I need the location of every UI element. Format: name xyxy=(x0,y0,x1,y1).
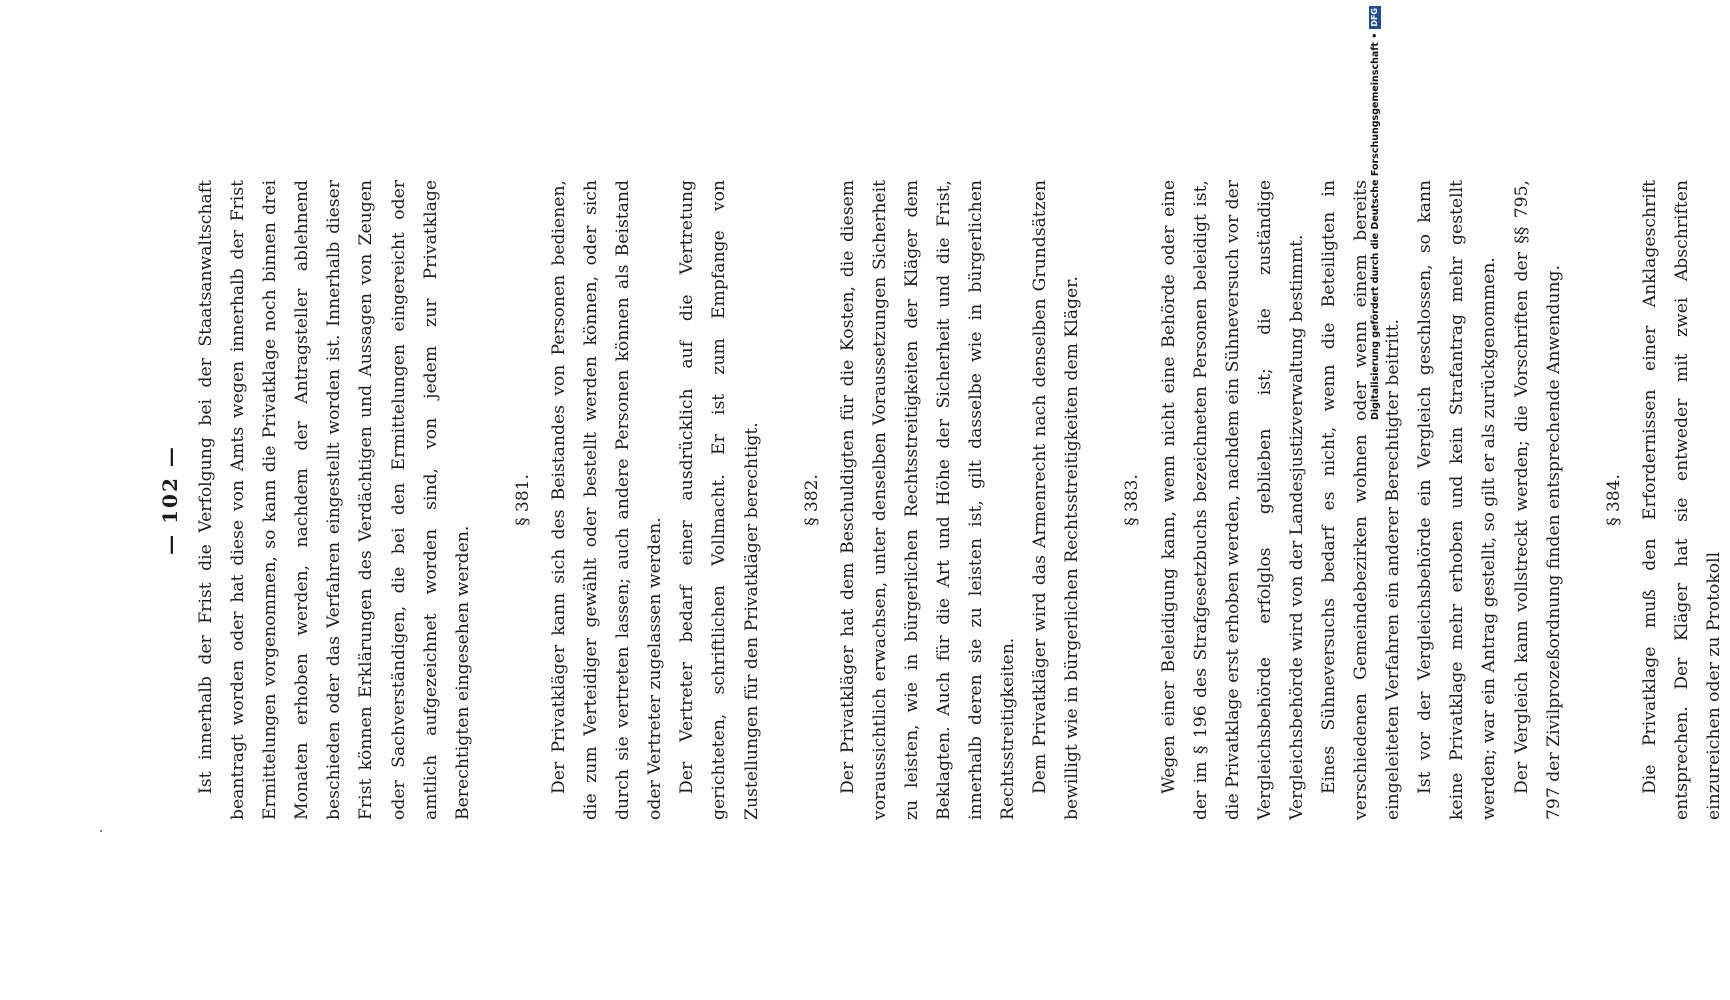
paragraph-382-2: Dem Privatkläger wird das Armenrecht nach denselben Grundsätzen bewilligt wie in bürgerlichen Rechtsstreitigkeiten dem Kläger. xyxy=(1030,180,1083,820)
section-heading-383: § 383. xyxy=(1122,474,1143,526)
paragraph-382-1: Der Privatkläger hat dem Beschuldigten für die Kosten, die diesem voraussichtlich erwachsen, unter denselben Voraussetzungen Sicherheit zu leisten, wie in bürgerlichen Rechtsstreitigkeiten der Kläger dem Beklagten. Auch für die Art und Höhe der Sicherheit und die Frist, innerhalb deren sie zu leisten ist, gilt dasselbe wie in bürgerlichen Rechtsstreitigkeiten. xyxy=(837,180,1019,820)
paragraph-381-2: Der Vertreter bedarf einer ausdrücklich auf die Vertretung gerichteten, schriftlichen Vollmacht. Er ist zum Empfange von Zustellungen für den Privatkläger berechtigt. xyxy=(677,180,762,820)
page-number: — 102 — xyxy=(158,445,182,555)
dfg-credit-text: Digitalisierung gefördert durch die Deutsche Forschungsgemeinschaft • xyxy=(1369,32,1381,421)
paragraph-384-1: Die Privatklage muß den Erfordernissen einer Anklageschrift entsprechen. Der Kläger hat sie entweder mit zwei Abschriften einzureichen oder zu Protokoll xyxy=(1639,180,1725,820)
paragraph-381-1: Der Privatkläger kann sich des Beistandes von Personen bedienen, die zum Verteidiger gewählt oder bestellt werden können, oder sich durch sie vertreten lassen; auch andere Personen können als Beistand oder Vertreter zugelassen werden. xyxy=(548,180,666,820)
section-heading-384: § 384. xyxy=(1603,474,1624,526)
section-gap xyxy=(479,180,497,820)
section-heading-382: § 382. xyxy=(801,474,822,526)
paragraph-383-3: Ist vor der Vergleichsbehörde ein Vergleich geschlossen, so kann keine Privatklage mehr erhoben und kein Strafantrag mehr gestellt werden; war ein Antrag gestellt, so gilt er als zurückgenommen. xyxy=(1415,180,1500,820)
section-gap xyxy=(1088,180,1106,820)
dfg-credit-line xyxy=(1368,6,1382,421)
paragraph-383-1: Wegen einer Beleidigung kann, wenn nicht eine Behörde oder eine der im § 196 des Strafgesetzbuchs bezeichneten Personen beleidigt ist, die Privatklage erst erhoben werden, nachdem ein Sühneversuch vor der Vergleichsbehörde erfolglos geblieben ist; die zuständige Vergleichsbehörde wird von der Landesjustizverwaltung bestimmt. xyxy=(1158,179,1307,820)
dfg-logo: DFG xyxy=(1370,8,1379,27)
section-gap xyxy=(1570,180,1588,820)
scan-speck xyxy=(100,830,102,832)
paragraph-intro: Ist innerhalb der Frist die Verfolgung bei der Staatsanwaltschaft beantragt worden oder hat diese von Amts wegen innerhalb der Frist Ermittelungen vorgenommen, so kann die Privatklage noch binnen drei Monaten erhoben werden, nachdem der Antragsteller ablehnend beschieden oder das Verfahren eingestellt worden ist. Innerhalb dieser Frist können Erklärungen des Verdächtigen und Aussagen von Zeugen oder Sachverständigen, die bei den Ermittelungen eingereicht oder amtlich aufgezeichnet worden sind, von jedem zur Privatklage Berechtigten eingesehen werden. xyxy=(196,180,473,820)
section-heading-381: § 381. xyxy=(512,474,533,526)
section-gap xyxy=(768,180,786,820)
paragraph-383-2: Eines Sühneversuchs bedarf es nicht, wenn die Beteiligten in verschiedenen Gemeindebezirken wohnen oder wenn einem bereits eingeleiteten Verfahren ein anderer Berechtigter beitritt. xyxy=(1319,180,1404,820)
dfg-credit xyxy=(1368,6,1382,421)
paragraph-383-4: Der Vergleich kann vollstreckt werden; die Vorschriften der §§ 795, 797 der Zivilprozeßordnung finden entsprechende Anwendung. xyxy=(1511,180,1564,820)
